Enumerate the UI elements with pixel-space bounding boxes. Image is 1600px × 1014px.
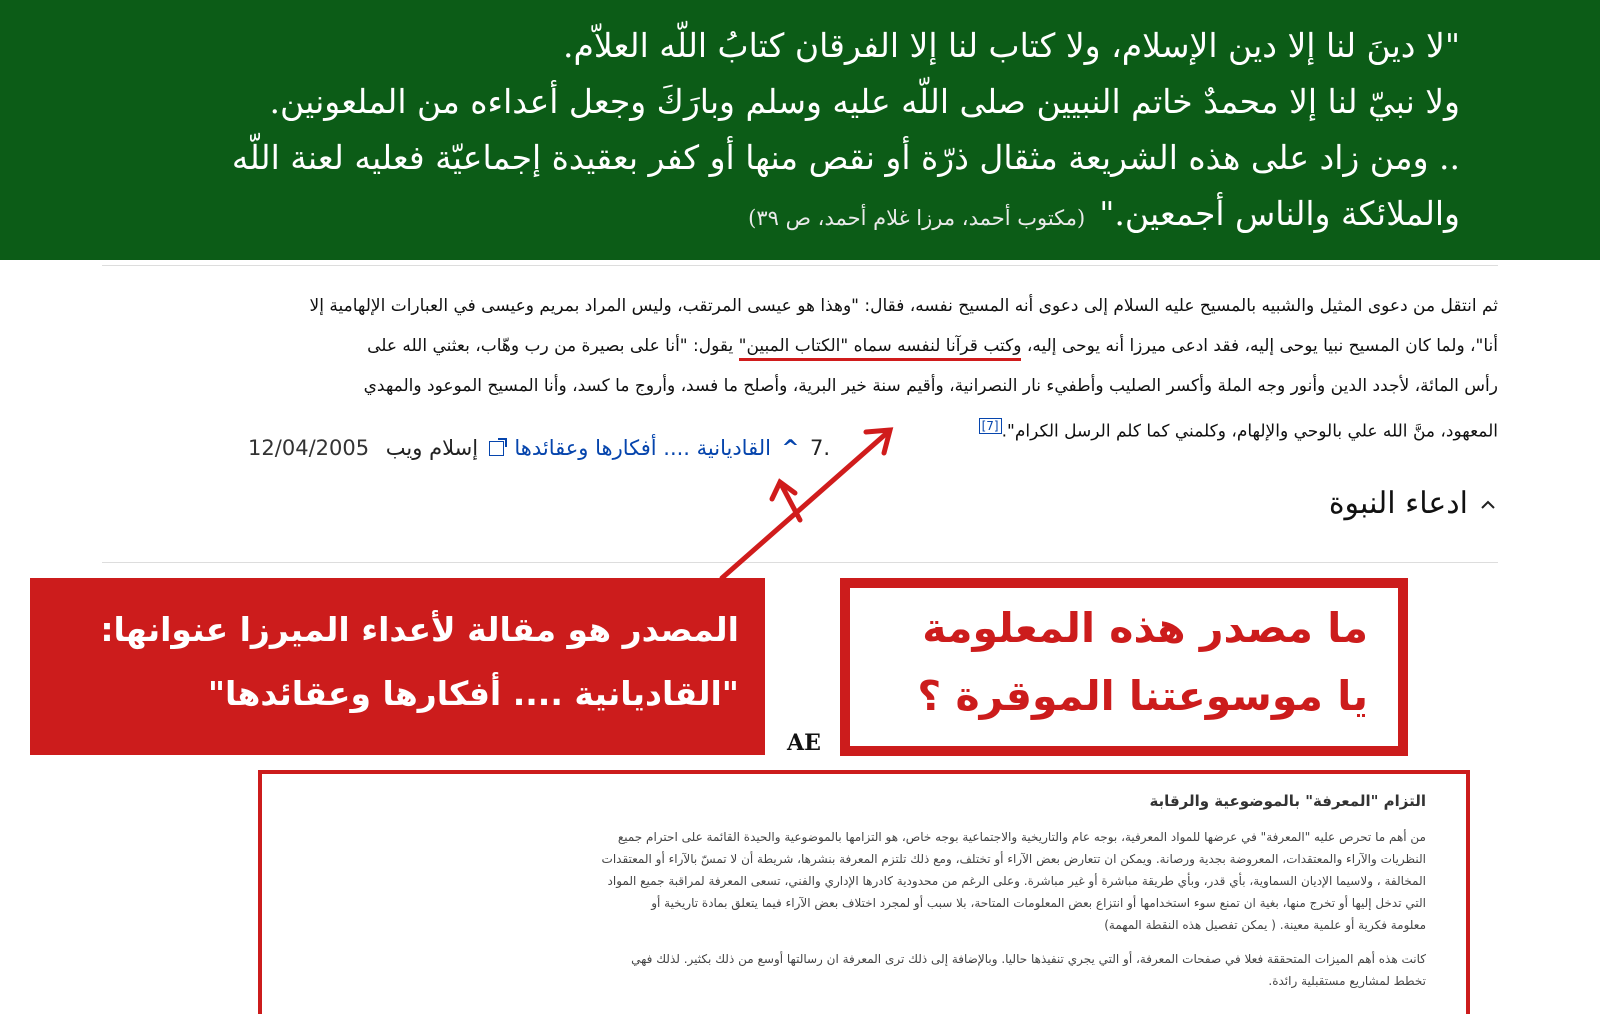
article-line-3: رأس المائة، لأجدد الدين وأنور وجه الملة وأكسر الصليب وأطفيء نار النصرانية، وأقيم سنة خير البرية، وأصلح ما فسد، وأروج ما كسد، وأنا المسيح الموعود والمهدي (363, 376, 1498, 396)
scan-body (306, 826, 1426, 992)
reference-backlink[interactable]: ^ (781, 436, 800, 460)
external-link-icon (489, 441, 504, 456)
quote-line-2: ولا نبيّ لنا إلا محمدٌ خاتم النبيين صلى اللّه عليه وسلم وبارَكَ وجعل أعداءه من الملعونين. (269, 82, 1460, 121)
quote-line-4 (748, 194, 1460, 238)
article-line-2-end: يقول: "أنا على بصيرة من رب وهّاب، بعثني الله على (367, 336, 739, 356)
paragraph-gap (306, 936, 1426, 948)
question-annotation-line-1: ما مصدر هذه المعلومة (922, 604, 1368, 652)
scan-line: تخطط لمشاريع مستقبلية رائدة. (1268, 974, 1426, 988)
watermark: AE (787, 730, 821, 756)
chevron-up-icon[interactable] (1480, 497, 1496, 513)
article-paragraph (102, 286, 1498, 452)
question-annotation (840, 578, 1408, 756)
quote-banner (0, 0, 1600, 260)
scan-line: من أهم ما تحرص عليه "المعرفة" في عرضها للمواد المعرفية، بوجه عام والتاريخية والاجتماعية بوجه خاص، هو التزامها بالموضوعية والحيدة القائمة على احترام جميع (617, 830, 1426, 844)
reference-site: إسلام ويب (385, 436, 479, 460)
scan-line: معلومة فكرية أو علمية معينة. ( يمكن تفصيل هذه النقطة المهمة) (1104, 918, 1426, 932)
reference-number: .7 (809, 436, 830, 460)
reference-item (248, 436, 830, 460)
divider-bottom (102, 562, 1498, 563)
reference-date: 12/04/2005 (248, 436, 370, 460)
article-line-2 (102, 326, 1498, 366)
source-annotation-line-1: المصدر هو مقالة لأعداء الميرزا عنوانها: (100, 610, 739, 649)
scan-line: كانت هذه أهم الميزات المتحققة فعلا في صفحات المعرفة، أو التي يجري تنفيذها حاليا. وبالإضافة إلى ذلك ترى المعرفة ان رسالتها أوسع من ذلك بكثير. لذلك فهي (631, 952, 1426, 966)
question-annotation-inner (850, 588, 1398, 746)
scan-line: النظريات والآراء والمعتقدات، المعروضة بجدية ورصانة. ويمكن ان تتعارض بعض الآراء أو تختلف، ومع ذلك تلتزم المعرفة بنشرها، شريطة أن لا تمسّ بالآراء أو المعتقدات (601, 852, 1426, 866)
article-line-4-text: المعهود، منَّ الله علي بالوحي والإلهام، وكلمني كما كلم الرسل الكرام". (1001, 421, 1498, 442)
reference-link[interactable]: القاديانية .... أفكارها وعقائدها (514, 436, 771, 460)
question-annotation-line-2: يا موسوعتنا الموقرة ؟ (917, 672, 1368, 720)
article-line-2-start: أنا"، ولما كان المسيح نبيا يوحى إليه، فقد ادعى ميرزا أنه يوحى إليه، (1021, 336, 1498, 356)
underlined-claim: وكتب قرآنا لنفسه سماه "الكتاب المبين" (739, 336, 1022, 361)
quote-line-1: "لا دينَ لنا إلا دين الإسلام، ولا كتاب لنا إلا الفرقان كتابُ اللّه العلاّم. (562, 26, 1460, 65)
divider-top (102, 265, 1498, 266)
scan-title: التزام "المعرفة" بالموضوعية والرقابة (1149, 792, 1426, 810)
arrow-to-reference (782, 486, 800, 520)
scan-line: المخالفة ، ولاسيما الإديان السماوية، بأي قدر، وبأي طريقة مباشرة أو غير مباشرة. وعلى الرغم من محدودية كادرها الإداري والفني، تسعى المعرفة لمراقبة جميع المواد (607, 874, 1426, 888)
scanned-policy-excerpt (258, 770, 1470, 1014)
quote-line-3: .. ومن زاد على هذه الشريعة مثقال ذرّة أو نقص منها أو كفر بعقيدة إجماعيّة فعليه لعنة اللّه (231, 138, 1460, 177)
arrow-to-reference-head (772, 482, 795, 499)
section-title[interactable]: ادعاء النبوة (1328, 486, 1468, 521)
quote-line-4-text: والملائكة والناس أجمعين." (1099, 194, 1460, 233)
scan-line: التي تدخل إليها أو تخرج منها، بغية ان تمنع سوء استخدامها أو انتزاع بعض المعلومات المتاحة، بلا سبب أو لمجرد اختلاف بعض الآراء فيما يتعلق بمادة تاريخية أو (651, 896, 1426, 910)
footnote-link[interactable]: [7] (979, 418, 1002, 434)
quote-citation: (مكتوب أحمد، مرزا غلام أحمد، ص ٣٩) (748, 206, 1086, 230)
article-line-1: ثم انتقل من دعوى المثيل والشبيه بالمسيح عليه السلام إلى دعوى أنه المسيح نفسه، فقال: "وهذا هو عيسى المرتقب، وليس المراد بمريم وعيسى في العبارات الإلهامية إلا (309, 296, 1498, 316)
source-annotation (30, 578, 765, 755)
source-annotation-line-2: "القاديانية .... أفكارها وعقائدها" (207, 674, 739, 713)
